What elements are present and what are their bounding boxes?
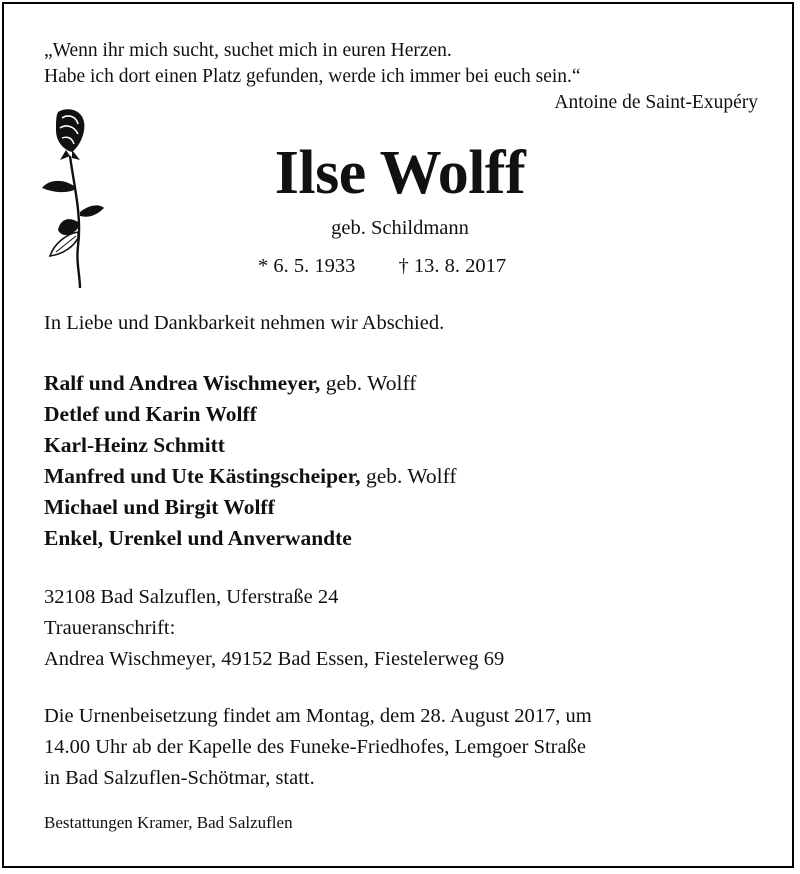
funeral-line-3: in Bad Salzuflen-Schötmar, statt. <box>44 767 315 789</box>
undertaker-name: Bestattungen Kramer, Bad Salzuflen <box>44 813 293 832</box>
mourner-names: Manfred und Ute Kästingscheiper, <box>44 464 361 488</box>
mourner-names: Michael und Birgit Wolff <box>44 495 275 519</box>
quote-line-2: Habe ich dort einen Platz gefunden, werde ich immer bei euch sein.“ <box>44 66 581 87</box>
mourners-list <box>44 368 457 554</box>
funeral-line-2: 14.00 Uhr ab der Kapelle des Funeke-Friedhofes, Lemgoer Straße <box>44 736 586 758</box>
deceased-name: Ilse Wolff <box>274 139 526 207</box>
mourner-names: Karl-Heinz Schmitt <box>44 433 225 457</box>
mourner-row <box>44 430 457 461</box>
address-block <box>44 582 504 675</box>
funeral-notice <box>44 701 764 794</box>
mourner-row <box>44 399 457 430</box>
birth-date: * 6. 5. 1933 <box>258 255 356 277</box>
maiden-name: geb. Schildmann <box>331 217 469 239</box>
mourner-suffix: geb. Wolff <box>360 464 457 488</box>
life-dates <box>258 255 506 278</box>
quote-author: Antoine de Saint-Exupéry <box>554 92 758 113</box>
mourner-row <box>44 368 457 399</box>
mourner-names: Enkel, Urenkel und Anverwandte <box>44 526 352 550</box>
mourner-names: Ralf und Andrea Wischmeyer, <box>44 371 321 395</box>
quote-line-1: „Wenn ihr mich sucht, suchet mich in euren Herzen. <box>44 40 452 61</box>
death-date: † 13. 8. 2017 <box>398 255 507 277</box>
mourner-row <box>44 523 457 554</box>
mourner-row <box>44 492 457 523</box>
farewell-text: In Liebe und Dankbarkeit nehmen wir Abschied. <box>44 312 445 334</box>
mourner-row <box>44 461 457 492</box>
mourner-suffix: geb. Wolff <box>320 371 417 395</box>
funeral-line-1: Die Urnenbeisetzung findet am Montag, dem 28. August 2017, um <box>44 705 592 727</box>
home-address: 32108 Bad Salzuflen, Uferstraße 24 <box>44 586 339 608</box>
mourner-names: Detlef und Karin Wolff <box>44 402 257 426</box>
quote-block <box>44 38 758 116</box>
mourning-address: Andrea Wischmeyer, 49152 Bad Essen, Fiestelerweg 69 <box>44 648 505 670</box>
mourning-address-label: Traueranschrift: <box>44 617 176 639</box>
